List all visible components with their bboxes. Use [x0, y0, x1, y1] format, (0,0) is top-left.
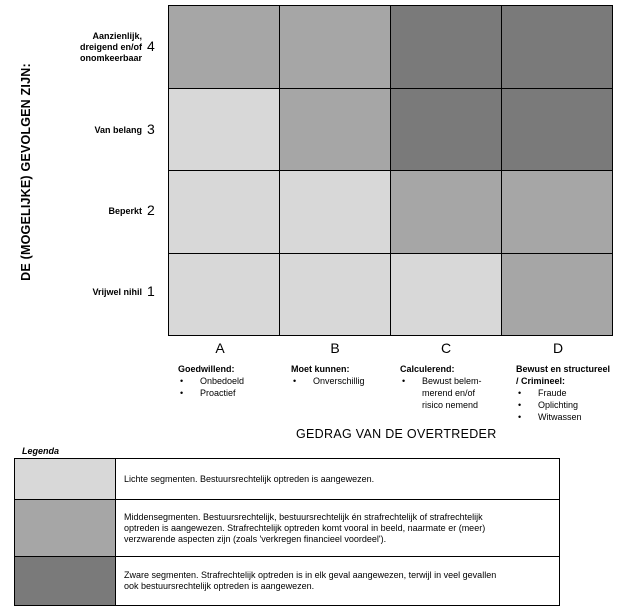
matrix-cell-1-D — [501, 253, 613, 337]
risk-matrix-grid — [168, 5, 612, 335]
row-label-1: Vrijwel nihil — [92, 286, 142, 297]
legend-text-lines: Lichte segmenten. Bestuursrechtelijk optreden is aangewezen. — [124, 473, 375, 484]
matrix-cell-4-B — [279, 5, 391, 89]
category-bullet-item: • Onbedoeld — [178, 375, 288, 387]
category-C — [400, 363, 510, 411]
category-bullet-item: • Oplichting — [516, 399, 638, 411]
legend-row-heavy — [15, 557, 559, 605]
row-number-4: 4 — [147, 38, 155, 54]
legend-text-lines: Zware segmenten. Strafrechtelijk optreden is in elk geval aangewezen, terwijl in veel gevallen ook bestuursrechtelijk optreden is aangewezen. — [124, 570, 497, 591]
category-title-D: Bewust en structureel / Crimineel: — [516, 364, 611, 386]
category-bullet-item: • Bewust belem- merend en/of risico nemend — [400, 375, 510, 411]
row-number-3: 3 — [147, 121, 155, 137]
matrix-cell-3-D — [501, 88, 613, 172]
legend-swatch-medium — [15, 500, 116, 556]
row-label-3: Van belang — [94, 124, 142, 135]
column-letter-D: D — [552, 340, 564, 356]
matrix-cell-2-D — [501, 170, 613, 254]
category-bullets-C — [400, 375, 510, 411]
row-number-2: 2 — [147, 202, 155, 218]
row-label-4: Aanzienlijk, dreigend en/of onomkeerbaar — [79, 30, 142, 63]
matrix-cell-1-A — [168, 253, 280, 337]
matrix-cell-2-C — [390, 170, 502, 254]
category-title-B: Moet kunnen: — [291, 364, 350, 374]
legend-text-medium — [116, 500, 493, 556]
category-D — [516, 363, 638, 423]
category-bullets-D — [516, 387, 638, 423]
matrix-cell-1-B — [279, 253, 391, 337]
row-label-2: Beperkt — [108, 205, 142, 216]
legend-title: Legenda — [22, 446, 60, 456]
category-title-C: Calculerend: — [400, 364, 455, 374]
category-bullets-A — [178, 375, 288, 399]
matrix-cell-2-A — [168, 170, 280, 254]
category-bullet-item: • Witwassen — [516, 411, 638, 423]
legend-row-light — [15, 459, 559, 500]
column-letter-B: B — [330, 340, 340, 356]
column-letter-A: A — [215, 340, 225, 356]
category-bullet-item: • Fraude — [516, 387, 638, 399]
matrix-cell-1-C — [390, 253, 502, 337]
category-bullet-item: • Onverschillig — [291, 375, 401, 387]
matrix-cell-3-A — [168, 88, 280, 172]
category-B — [291, 363, 401, 387]
matrix-cell-2-B — [279, 170, 391, 254]
legend-text-light — [116, 459, 382, 499]
y-axis-label-text: DE (MOGELIJKE) GEVOLGEN ZIJN: — [19, 63, 33, 281]
category-A — [178, 363, 288, 399]
category-title-A: Goedwillend: — [178, 364, 235, 374]
category-bullet-item: • Proactief — [178, 387, 288, 399]
matrix-cell-3-C — [390, 88, 502, 172]
category-bullets-B — [291, 375, 401, 387]
legend-row-medium — [15, 500, 559, 557]
legend-swatch-light — [15, 459, 116, 499]
legend-table — [14, 458, 560, 606]
legend-text-heavy — [116, 557, 504, 605]
column-letter-C: C — [440, 340, 452, 356]
row-number-1: 1 — [147, 283, 155, 299]
legend-swatch-heavy — [15, 557, 116, 605]
matrix-cell-4-D — [501, 5, 613, 89]
x-axis-label: GEDRAG VAN DE OVERTREDER — [296, 427, 497, 441]
matrix-cell-3-B — [279, 88, 391, 172]
matrix-cell-4-C — [390, 5, 502, 89]
matrix-cell-4-A — [168, 5, 280, 89]
legend-text-lines: Middensegmenten. Bestuursrechtelijk, bestuursrechtelijk én strafrechtelijk of strafrechtelijk optreden is aangewezen. Strafrechtelijk optreden komt vooral in beeld, naarmate er (meer) verzwarende aspecten zijn (zoals 'verkregen financieel voordeel'). — [124, 511, 486, 544]
